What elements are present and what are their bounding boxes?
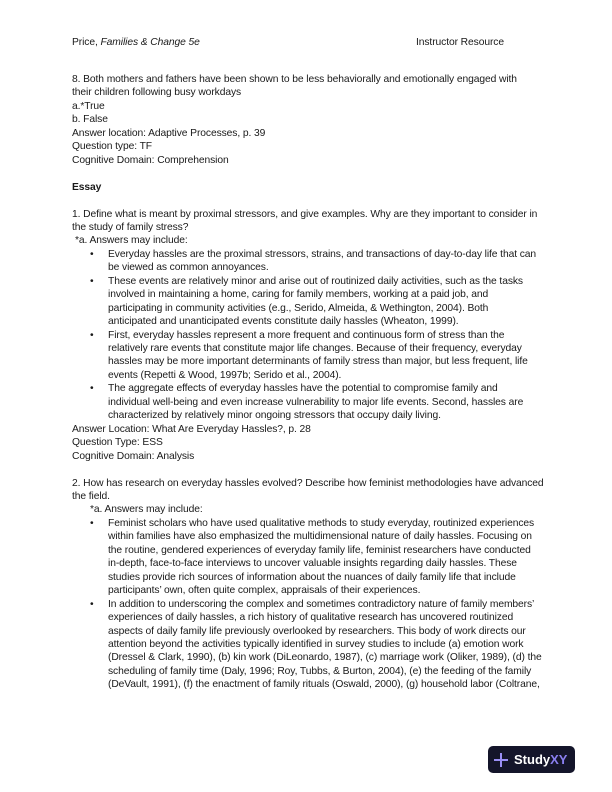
plus-logo-icon <box>494 753 508 767</box>
studyxy-badge[interactable] <box>488 746 575 773</box>
bullet-icon: • <box>90 275 94 287</box>
bullet-text-line: in-depth, face-to-face interviews to uncover valuable insights regarding daily hassles. These <box>108 558 517 570</box>
bullet-text-line: individual well-being and even increase vulnerability to major life events. Second, hassles are <box>108 396 524 408</box>
header-book-title: Families & Change 5e <box>100 37 200 48</box>
bullet-text-line: Everyday hassles are the proximal stressors, strains, and transactions of day-to-day life that can <box>108 248 537 260</box>
bullet-text-line: involved in maintaining a home, caring for family members, working at a paid job, and <box>108 289 489 301</box>
question-meta: Cognitive Domain: Comprehension <box>72 154 229 166</box>
answer-option: b. False <box>72 114 108 126</box>
list-item <box>72 329 552 383</box>
spacer <box>72 194 552 207</box>
answer-option: a.*True <box>72 100 105 112</box>
bullet-text-line: the routine, gendered experiences of everyday family life, feminist researchers have conducted <box>108 544 531 556</box>
list-item <box>72 248 552 275</box>
bullet-text-line: aspects of daily family life previously overlooked by researchers. This body of work directs our <box>108 625 526 637</box>
header-right: Instructor Resource <box>416 37 504 48</box>
bullet-icon: • <box>90 329 94 341</box>
question-text: 1. Define what is meant by proximal stressors, and give examples. Why are they important to consider in <box>72 208 538 220</box>
bullet-icon: • <box>90 517 94 529</box>
page-header <box>72 36 552 49</box>
question-meta: Cognitive Domain: Analysis <box>72 450 195 462</box>
bullet-text-line: events (Repetti & Wood, 1997b; Serido et al., 2004). <box>108 369 342 381</box>
page-content <box>72 73 552 692</box>
bullet-icon: • <box>90 383 94 395</box>
header-left <box>72 37 200 48</box>
bullet-text-line: Feminist scholars who have used qualitative methods to study everyday, routinized experiences <box>108 517 535 529</box>
question-text: 8. Both mothers and fathers have been shown to be less behaviorally and emotionally engaged with <box>72 74 517 85</box>
bullet-icon: • <box>90 248 94 260</box>
bullet-text-line: (Dressel & Clark, 1990), (b) kin work (DiLeonardo, 1987), (c) marriage work (Oliker, 1989), (d) the <box>108 652 542 664</box>
brand-name <box>514 752 567 767</box>
bullet-text-line: scheduling of family time (Daly, 1996; Roy, Tubbs, & Burton, 2004), (e) the feeding of the family <box>108 665 532 677</box>
spacer <box>72 463 552 476</box>
bullet-text-line: attention beyond the activities typically identified in survey studies to include (a) emotion work <box>108 638 524 650</box>
bullet-text-line: be viewed as common annoyances. <box>108 262 269 274</box>
question-text: the field. <box>72 491 110 502</box>
brand-main: Study <box>514 752 551 767</box>
spacer <box>72 167 552 180</box>
bullet-list <box>72 248 552 423</box>
list-item <box>72 598 552 692</box>
question-text: the study of family stress? <box>72 221 189 233</box>
bullet-text-line: These events are relatively minor and arise out of routinized daily activities, such as the tasks <box>108 275 523 287</box>
question-meta: Question Type: ESS <box>72 437 163 449</box>
question-text: 2. How has research on everyday hassles evolved? Describe how feminist methodologies have advanced <box>72 477 544 489</box>
bullet-text-line: anticipated and unanticipated events constitute daily hassles (Wheaton, 1999). <box>108 316 459 328</box>
bullet-text-line: experiences of daily hassles, a rich history of qualitative research has uncovered routinized <box>108 612 514 624</box>
bullet-text-line: In addition to underscoring the complex and sometimes contradictory nature of family members’ <box>108 598 535 610</box>
header-author: Price, <box>72 37 101 48</box>
bullet-text-line: characterized by relatively minor ongoing stressors that occupy daily living. <box>108 410 441 422</box>
question-meta: Question type: TF <box>72 141 152 153</box>
bullet-text-line: studies provide rich sources of information about the nuances of daily family life that include <box>108 571 516 583</box>
list-item <box>72 275 552 329</box>
answer-intro: *a. Answers may include: <box>75 235 188 247</box>
bullet-icon: • <box>90 598 94 610</box>
bullet-text-line: (DeVault, 1991), (f) the enactment of family rituals (Oswald, 2000), (g) household labor (Coltrane, <box>108 679 540 691</box>
question-text: their children following busy workdays <box>72 87 242 99</box>
list-item <box>72 382 552 422</box>
question-meta: Answer location: Adaptive Processes, p. 39 <box>72 127 266 139</box>
bullet-text-line: within families have also emphasized the multidimensional nature of daily hassles. Focusing on <box>108 531 532 543</box>
bullet-text-line: participants’ own, often quite complex, appraisals of their experiences. <box>108 585 421 597</box>
bullet-text-line: relatively rare events that constitute major life changes. Because of their frequency, everyday <box>108 343 522 355</box>
bullet-list <box>72 517 552 692</box>
brand-accent: XY <box>550 752 568 767</box>
answer-intro: *a. Answers may include: <box>90 504 203 516</box>
bullet-text-line: participating in community activities (e.g., Serido, Almeida, & Wethington, 2004). Both <box>108 302 489 314</box>
question-meta: Answer Location: What Are Everyday Hassles?, p. 28 <box>72 423 311 435</box>
list-item <box>72 517 552 598</box>
section-heading: Essay <box>72 181 102 193</box>
bullet-text-line: The aggregate effects of everyday hassles have the potential to compromise family and <box>108 383 498 395</box>
bullet-text-line: hassles may be more important determinants of family stress than major, but less frequent, life <box>108 356 528 368</box>
bullet-text-line: First, everyday hassles represent a more frequent and continuous form of stress than the <box>108 329 505 341</box>
